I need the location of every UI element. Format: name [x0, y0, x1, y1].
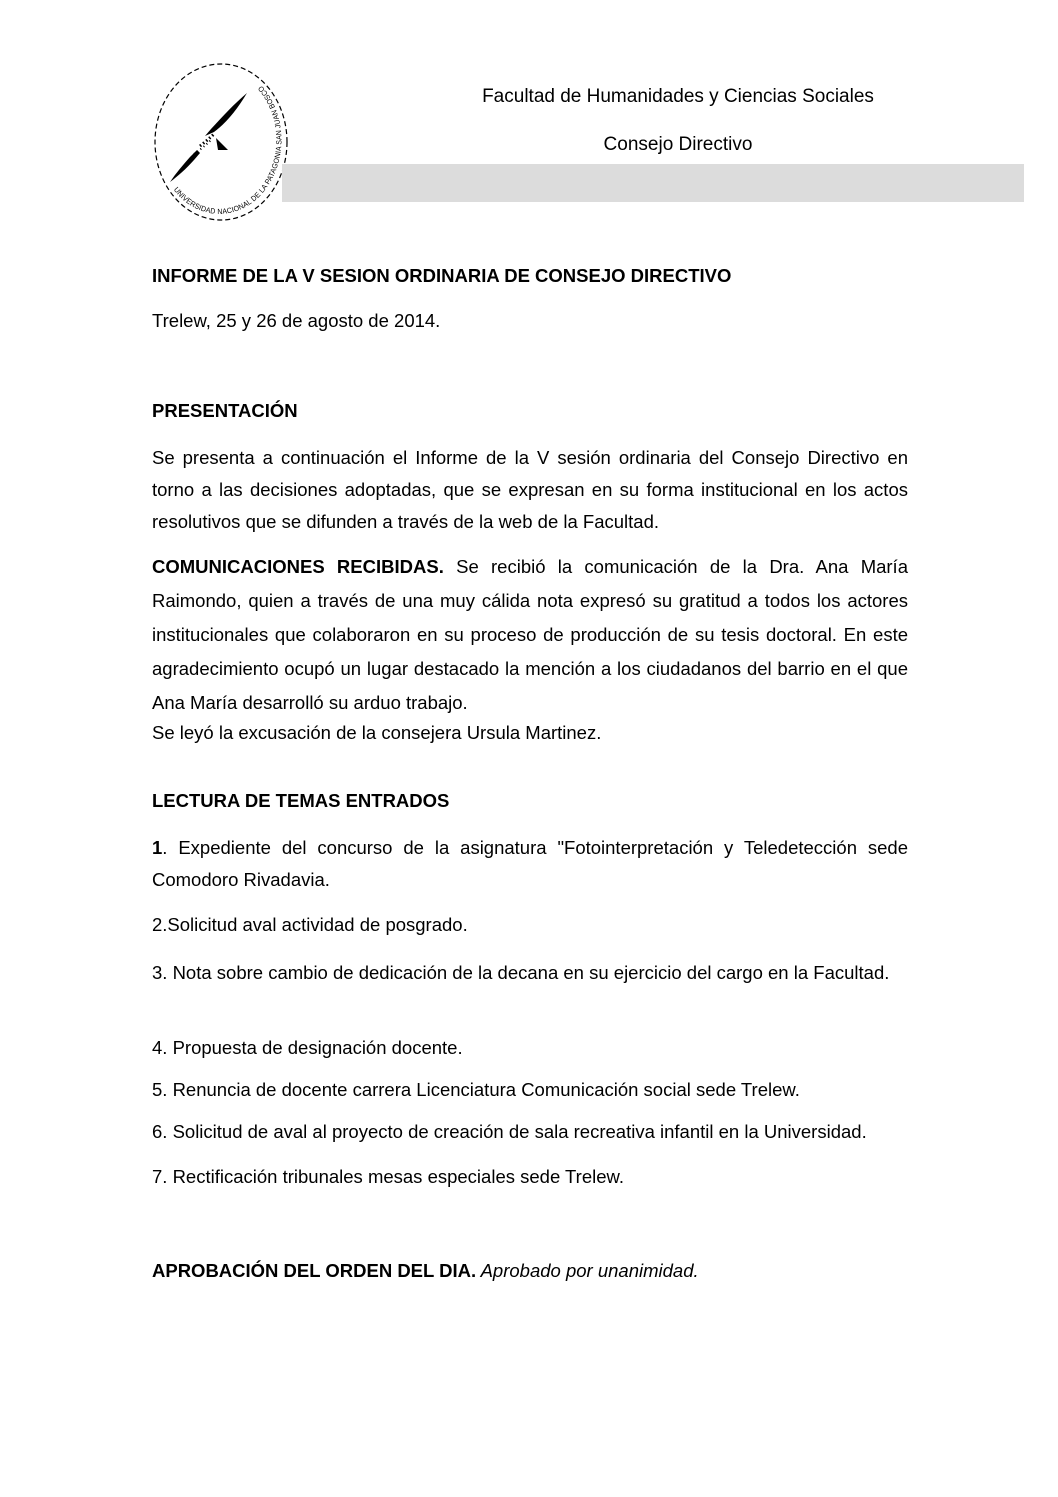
bird-icon: [170, 93, 247, 182]
header-faculty-name: Facultad de Humanidades y Ciencias Sociales: [482, 86, 874, 107]
approval-line: [152, 1255, 908, 1287]
header-divider-bar: [282, 164, 1024, 202]
agenda-item-1: [152, 832, 908, 896]
agenda-item-4: 4. Propuesta de designación docente.: [152, 1037, 463, 1058]
report-title: INFORME DE LA V SESION ORDINARIA DE CONSEJO DIRECTIVO: [152, 265, 732, 286]
agenda-item-5: 5. Renuncia de docente carrera Licenciatura Comunicación social sede Trelew.: [152, 1079, 800, 1100]
agenda-item-3: 3. Nota sobre cambio de dedicación de la decana en su ejercicio del cargo en la Facultad.: [152, 962, 890, 983]
report-dateline: Trelew, 25 y 26 de agosto de 2014.: [152, 310, 441, 331]
university-logo: [150, 58, 290, 233]
presentation-heading: PRESENTACIÓN: [152, 400, 298, 421]
agenda-item-7: 7. Rectificación tribunales mesas especiales sede Trelew.: [152, 1166, 624, 1187]
approval-result: Aprobado por unanimidad.: [476, 1260, 699, 1281]
agenda-heading: LECTURA DE TEMAS ENTRADOS: [152, 790, 450, 811]
agenda-item-1-number: 1: [152, 837, 163, 858]
university-logo-graphic: [150, 58, 290, 233]
communications-heading: COMUNICACIONES RECIBIDAS.: [152, 556, 444, 577]
communications-paragraph: [152, 550, 908, 720]
agenda-item-2: 2.Solicitud aval actividad de posgrado.: [152, 914, 468, 935]
approval-heading: APROBACIÓN DEL ORDEN DEL DIA.: [152, 1260, 477, 1281]
excuse-note: Se leyó la excusación de la consejera Ursula Martinez.: [152, 722, 602, 743]
communications-body: Se recibió la comunicación de la Dra. Ana María Raimondo, quien a través de una muy cálida nota expresó su gratitud a todos los actores institucionales que colaboraron en su proceso de producción de su tesis doctoral. En este agradecimiento ocupó un lugar destacado la mención a los ciudadanos del barrio en el que Ana María desarrolló su arduo trabajo.: [152, 556, 908, 713]
logo-circle: [155, 64, 287, 220]
agenda-item-1-text: . Expediente del concurso de la asignatura "Fotointerpretación y Teledetección sede Comodoro Rivadavia.: [152, 837, 908, 890]
agenda-item-6: 6. Solicitud de aval al proyecto de creación de sala recreativa infantil en la Universidad.: [152, 1121, 867, 1142]
logo-arc-text: UNIVERSIDAD NACIONAL DE LA PATAGONIA SAN JUAN BOSCO: [171, 83, 284, 216]
header-council-name: Consejo Directivo: [603, 134, 753, 155]
presentation-paragraph: Se presenta a continuación el Informe de la V sesión ordinaria del Consejo Directivo en torno a las decisiones adoptadas, que se expresan en su forma institucional en los actos resolutivos que se difunden a través de la web de la Facultad.: [152, 447, 908, 532]
